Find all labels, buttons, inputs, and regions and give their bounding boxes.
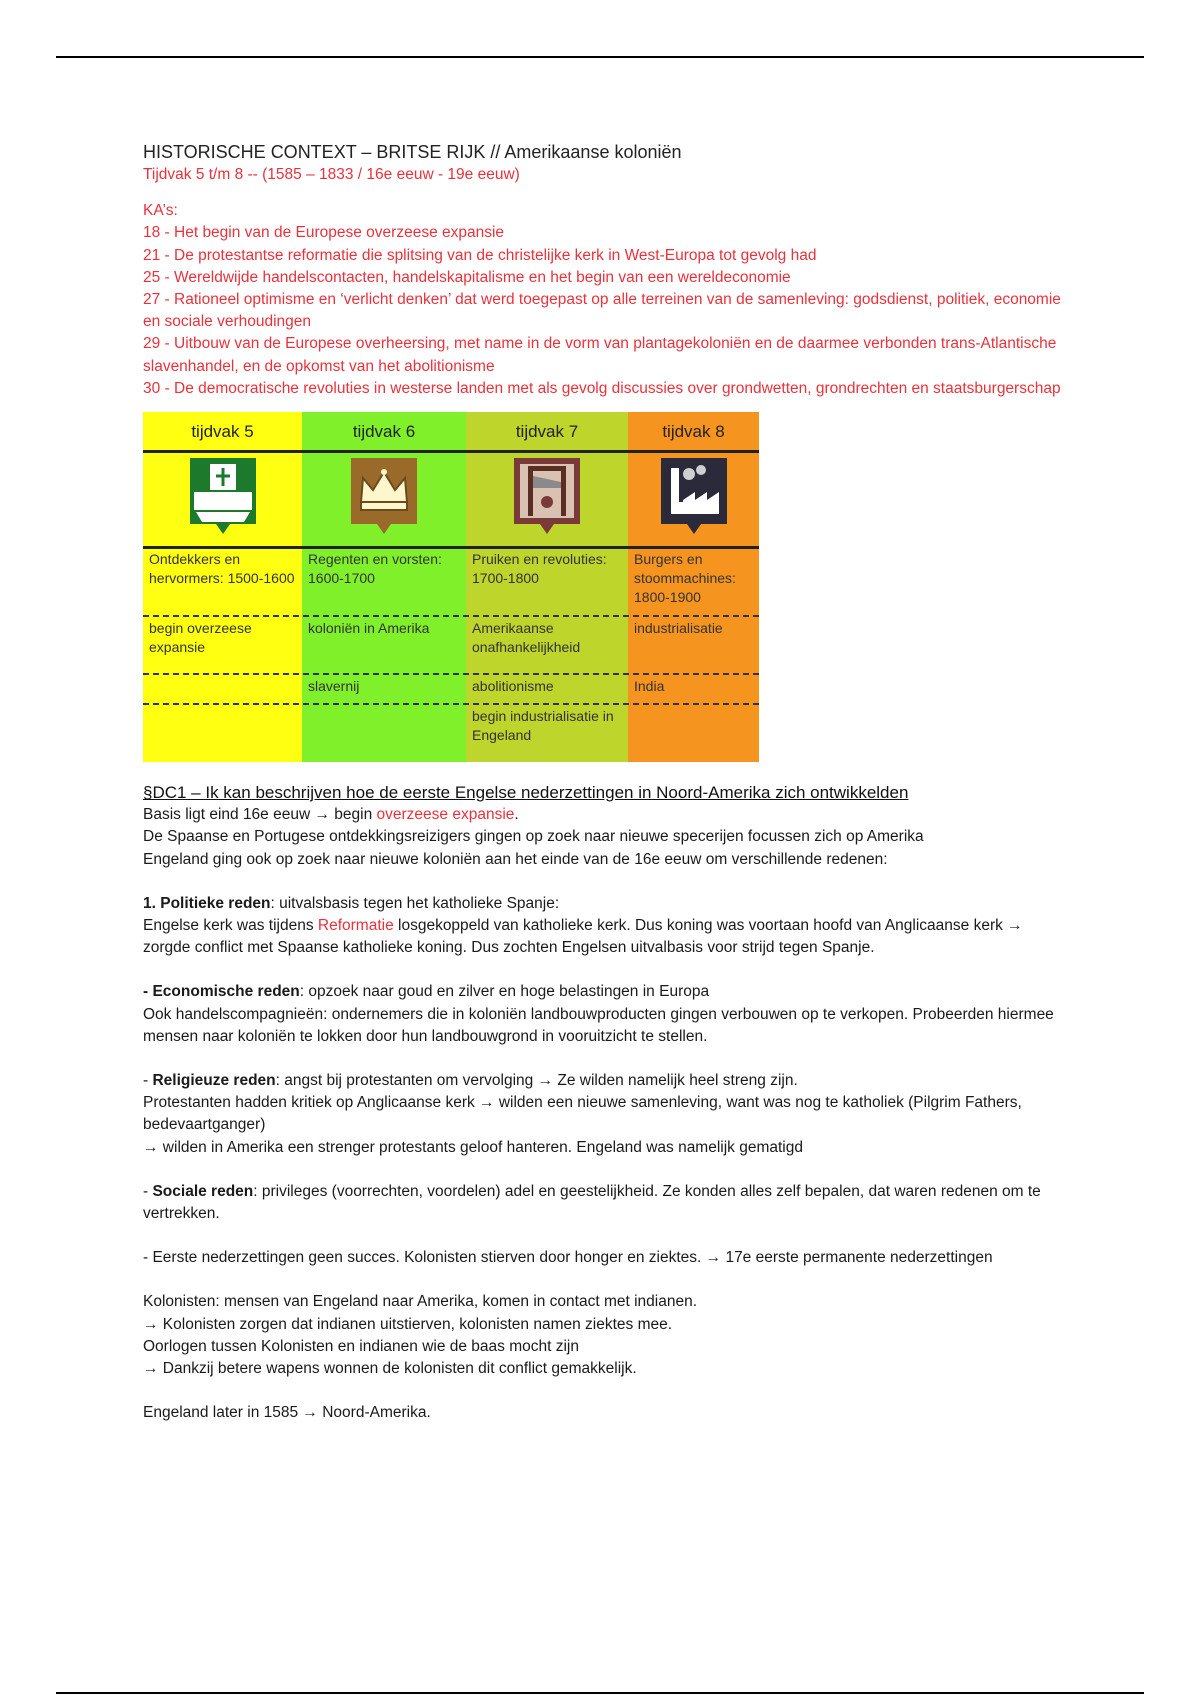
paragraph: Oorlogen tussen Kolonisten en indianen wie de baas mocht zijn bbox=[143, 1337, 579, 1355]
theme-cell: industrialisatie bbox=[634, 620, 723, 637]
theme-cell bbox=[143, 673, 302, 703]
reason-social: - Sociale reden: privileges (voorrechten, voordelen) adel en geestelijkheid. Ze konden alles zelf bepalen, dat waren redenen om te vertrekken. bbox=[143, 1182, 1041, 1223]
theme-cell: Amerikaanse onafhankelijkheid bbox=[472, 620, 581, 656]
theme-cell: begin industrialisatie in Engeland bbox=[472, 708, 614, 744]
era-label: Pruiken en revoluties: 1700-1800 bbox=[472, 551, 607, 587]
page-title: HISTORISCHE CONTEXT – BRITSE RIJK // Amerikaanse koloniën bbox=[143, 142, 682, 162]
theme-cell bbox=[302, 703, 466, 755]
column-head: tijdvak 6 bbox=[352, 422, 416, 442]
dashed-divider bbox=[143, 615, 759, 617]
section-heading: §DC1 – Ik kan beschrijven hoe de eerste Engelse nederzettingen in Noord-Amerika zich ontwikkelden bbox=[143, 783, 909, 803]
paragraph: Kolonisten: mensen van Engeland naar Amerika, komen in contact met indianen. bbox=[143, 1293, 698, 1311]
timeline-table bbox=[143, 412, 759, 762]
paragraph: De Spaanse en Portugese ontdekkingsreizigers gingen op zoek naar nieuwe specerijen focussen zich op Amerika bbox=[143, 828, 924, 846]
column-head: tijdvak 8 bbox=[662, 422, 725, 442]
crown-icon bbox=[349, 456, 419, 536]
timeline-column-7 bbox=[466, 412, 628, 762]
document-body bbox=[143, 140, 1063, 1425]
ka-item: 25 - Wereldwijde handelscontacten, handelskapitalisme en het begin van een wereldeconomie bbox=[143, 268, 791, 286]
column-head: tijdvak 7 bbox=[515, 422, 579, 442]
timeline-column-6 bbox=[302, 412, 466, 762]
dashed-divider bbox=[143, 703, 759, 705]
reason-political: 1. Politieke reden: uitvalsbasis tegen het katholieke Spanje: bbox=[143, 894, 560, 912]
theme-cell: abolitionisme bbox=[472, 678, 554, 695]
ka-item: 29 - Uitbouw van de Europese overheersing, met name in de vorm van plantagekoloniën en de daarmee verbonden trans-Atlantische slavenhandel, en de opkomst van het abolitionisme bbox=[143, 335, 1057, 375]
timeline-column-8 bbox=[628, 412, 759, 762]
column-icon-box bbox=[143, 450, 302, 546]
guillotine-icon bbox=[512, 456, 582, 536]
reason-religious: - Religieuze reden: angst bij protestanten om vervolging → Ze wilden namelijk heel streng zijn. bbox=[143, 1072, 798, 1090]
ka-item: 18 - Het begin van de Europese overzeese expansie bbox=[143, 224, 505, 242]
column-head: tijdvak 5 bbox=[191, 422, 254, 442]
era-label: Burgers en stoommachines: 1800-1900 bbox=[634, 551, 736, 606]
column-icon-box bbox=[466, 450, 628, 546]
paragraph: Ook handelscompagnieën: ondernemers die in koloniën landbouwproducten gingen verbouwen op te verkopen. Probeerden hiermee mensen naar koloniën te lokken door hun landbouwgrond in vooruitzicht te stellen. bbox=[143, 1005, 1054, 1045]
ka-label: KA’s: bbox=[143, 202, 178, 220]
icon-divider bbox=[143, 546, 759, 549]
header-divider bbox=[143, 450, 759, 453]
bottom-rule bbox=[56, 1692, 1144, 1694]
theme-cell: India bbox=[634, 678, 665, 695]
paragraph: Engeland ging ook op zoek naar nieuwe koloniën aan het einde van de 16e eeuw om verschillende redenen: bbox=[143, 850, 888, 868]
reason-economic: - Economische reden: opzoek naar goud en zilver en hoge belastingen in Europa bbox=[143, 983, 710, 1001]
theme-cell: koloniën in Amerika bbox=[308, 620, 430, 637]
paragraph: → wilden in Amerika een strenger protestants geloof hanteren. Engeland was namelijk gematigd bbox=[143, 1138, 803, 1156]
paragraph: Engeland later in 1585 → Noord-Amerika. bbox=[143, 1404, 431, 1422]
theme-cell: begin overzeese expansie bbox=[149, 620, 252, 656]
theme-cell bbox=[143, 703, 302, 755]
paragraph: Engelse kerk was tijdens Reformatie losgekoppeld van katholieke kerk. Dus koning was voortaan hoofd van Anglicaanse kerk → zorgde conflict met Spaanse katholieke koning. Dus zochten Engelsen uitvalbasis voor strijd tegen Spanje. bbox=[143, 917, 1023, 957]
dashed-divider bbox=[143, 673, 759, 675]
column-icon-box bbox=[302, 450, 466, 546]
timeline-column-5 bbox=[143, 412, 302, 762]
paragraph: Protestanten hadden kritiek op Anglicaanse kerk → wilden een nieuwe samenleving, want was nog te katholiek (Pilgrim Fathers, bedevaartganger) bbox=[143, 1094, 1022, 1134]
top-rule bbox=[56, 56, 1144, 58]
ka-item: 27 - Rationeel optimisme en ‘verlicht denken’ dat werd toegepast op alle terreinen van de samenleving: godsdienst, politiek, economie en sociale verhoudingen bbox=[143, 291, 1061, 331]
ka-item: 30 - De democratische revoluties in westerse landen met als gevolg discussies over grondwetten, grondrechten en staatsburgerschap bbox=[143, 379, 1061, 397]
theme-cell bbox=[628, 703, 759, 755]
theme-cell: slavernij bbox=[308, 678, 360, 695]
factory-icon bbox=[659, 456, 729, 536]
ka-item: 21 - De protestantse reformatie die splitsing van de christelijke kerk in West-Europa tot gevolg had bbox=[143, 246, 817, 264]
ship-icon bbox=[188, 456, 258, 536]
paragraph: → Kolonisten zorgen dat indianen uitstierven, kolonisten namen ziektes mee. bbox=[143, 1315, 673, 1333]
era-label: Regenten en vorsten: 1600-1700 bbox=[308, 551, 442, 587]
paragraph: Basis ligt eind 16e eeuw → begin overzeese expansie. bbox=[143, 806, 519, 824]
era-label: Ontdekkers en hervormers: 1500-1600 bbox=[149, 551, 295, 587]
paragraph: → Dankzij betere wapens wonnen de kolonisten dit conflict gemakkelijk. bbox=[143, 1360, 637, 1378]
page-subtitle: Tijdvak 5 t/m 8 -- (1585 – 1833 / 16e eeuw - 19e eeuw) bbox=[143, 166, 520, 183]
paragraph: - Eerste nederzettingen geen succes. Kolonisten stierven door honger en ziektes. → 17e eerste permanente nederzettingen bbox=[143, 1249, 993, 1267]
column-icon-box bbox=[628, 450, 759, 546]
